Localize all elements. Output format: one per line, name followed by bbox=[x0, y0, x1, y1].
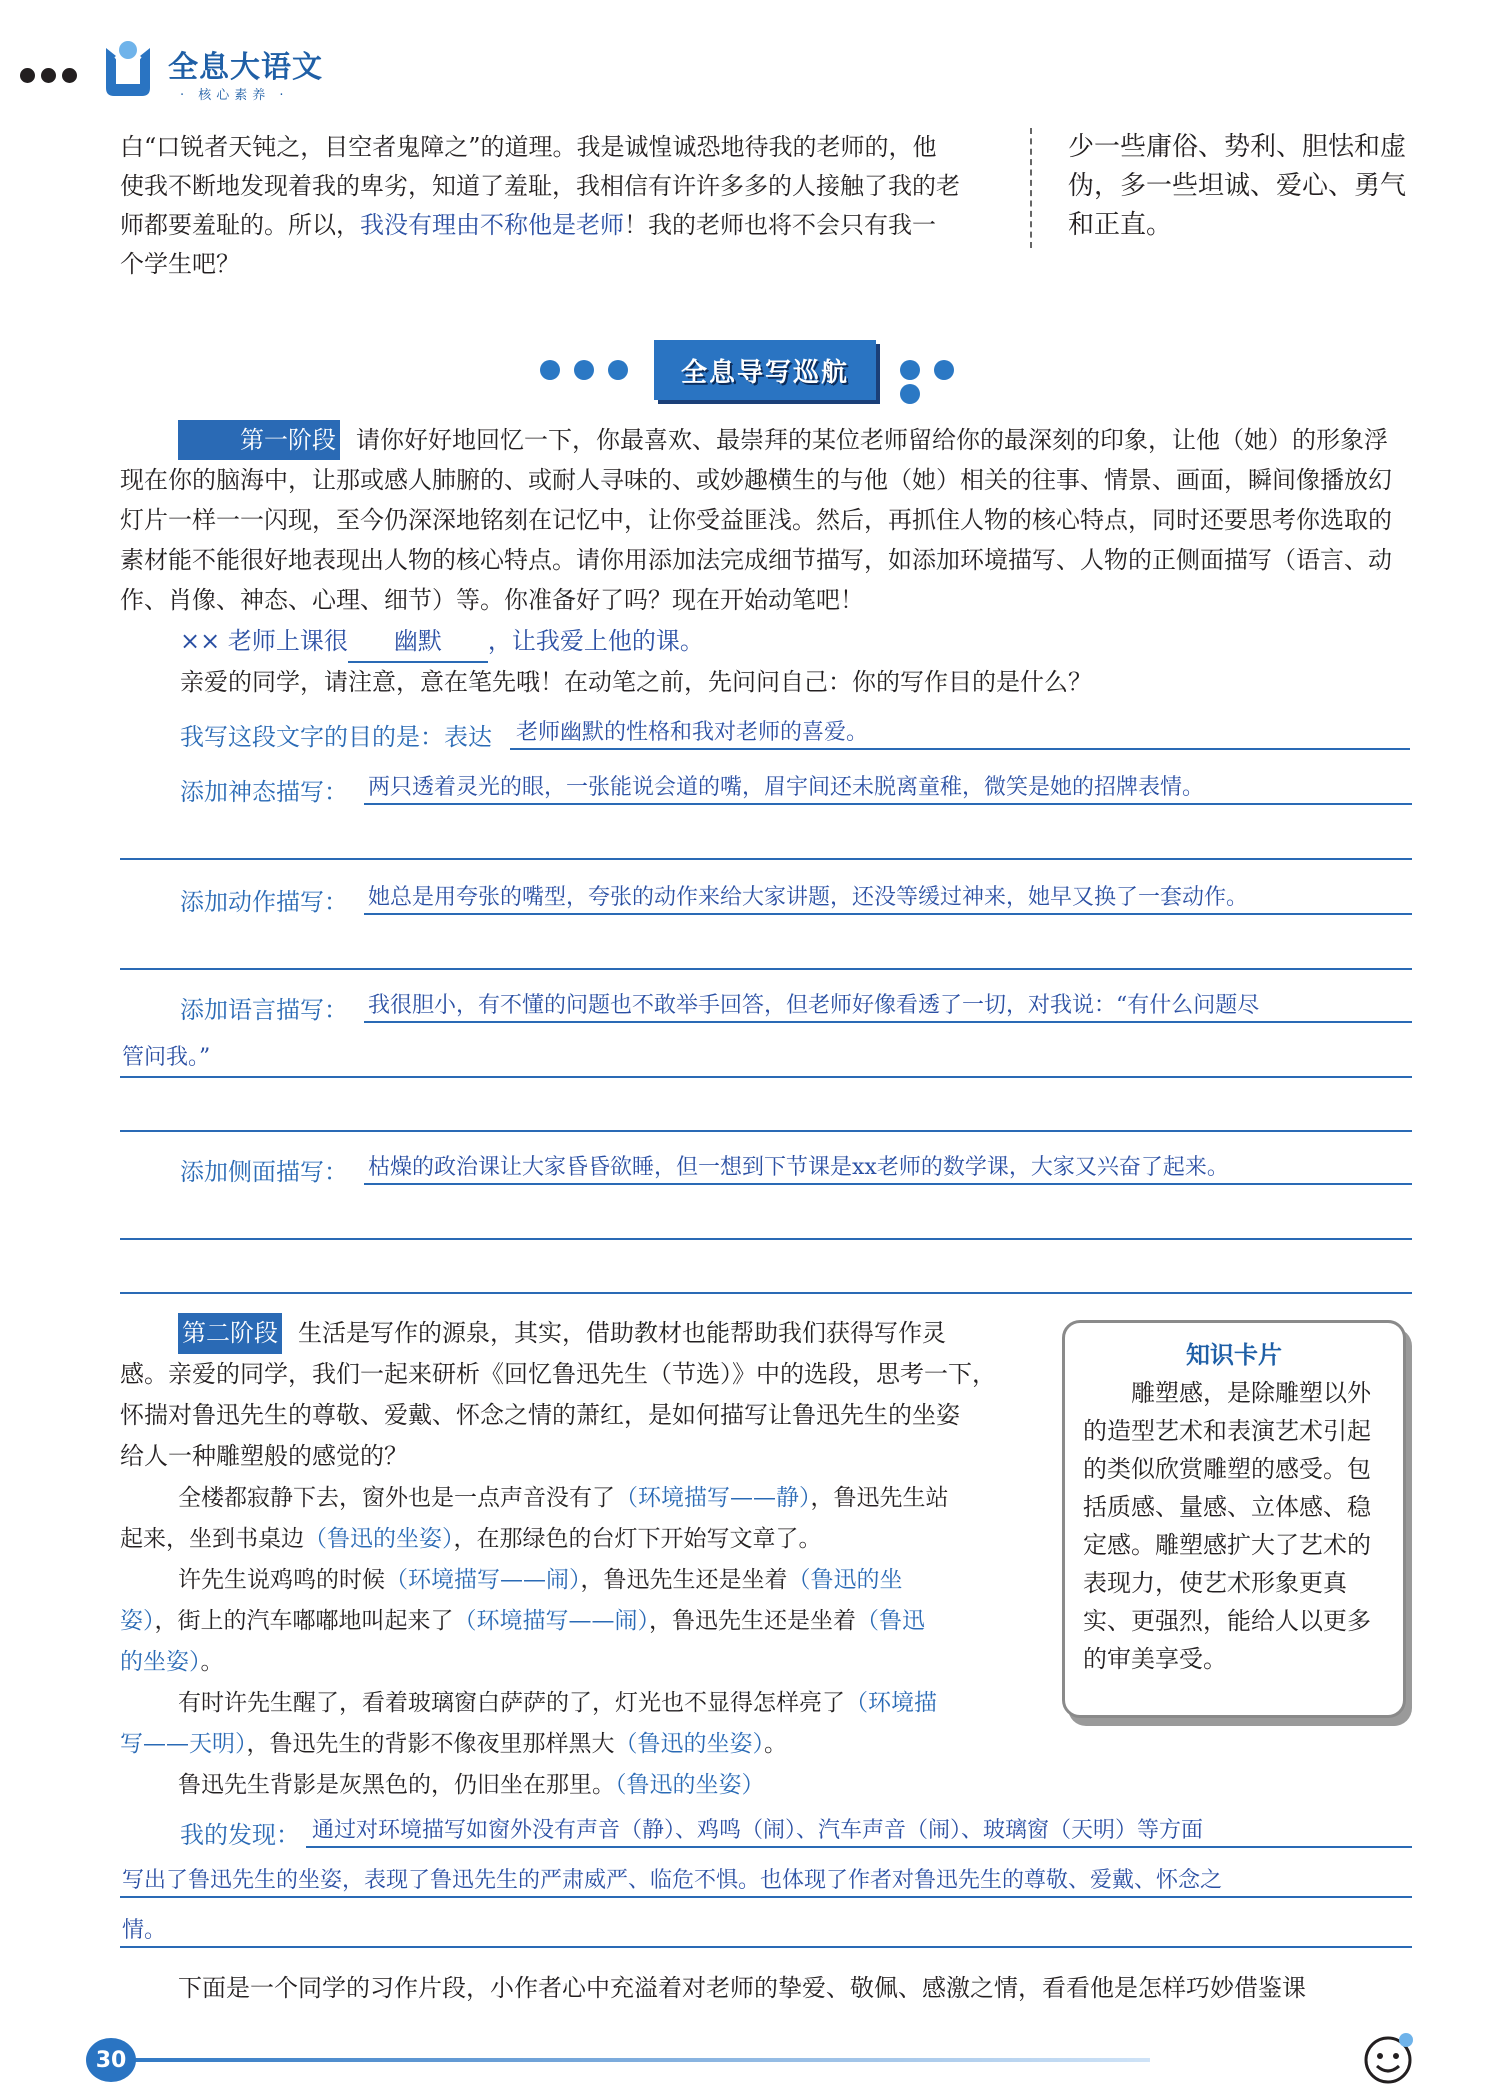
purpose-answer: 老师幽默的性格和我对老师的喜爱。 bbox=[516, 720, 869, 745]
brand-subtitle: · 核心素养 · bbox=[180, 88, 289, 103]
brand-title: 全息大语文 bbox=[168, 50, 323, 85]
purpose-label: 我写这段文字的目的是：表达 bbox=[180, 723, 492, 751]
side-note: 少一些庸俗、势利、胆怯和虚伪，多一些坦诚、爱心、勇气和正直。 bbox=[1068, 132, 1407, 240]
demeanor-answer: 两只透着灵光的眼，一张能说会道的嘴，眉宇间还未脱离童稚，微笑是她的招牌表情。 bbox=[368, 775, 1205, 800]
section-banner bbox=[540, 340, 1000, 400]
footer-bar bbox=[90, 2058, 1150, 2062]
banner-dots-left bbox=[540, 360, 642, 384]
finding-answer-end: 情。 bbox=[122, 1918, 167, 1943]
intro-line: 使我不断地发现着我的卑劣，知道了羞耻，我相信有许许多多的人接触了我的老 bbox=[120, 172, 960, 200]
finding-answer-cont: 写出了鲁迅先生的坐姿，表现了鲁迅先生的严肃威严、临危不惧。也体现了作者对鲁迅先生的尊敬、爱戴、怀念之 bbox=[122, 1868, 1223, 1893]
stage2-intro: 第二阶段 生活是写作的源泉，其实，借助教材也能帮助我们获得写作灵 感。亲爱的同学，我们一起来研析《回忆鲁迅先生（节选）》中的选段，思考一下， 怀揣对鲁迅先生的尊敬、爱戴、怀念之情的萧红，是如何描写让鲁迅先生的坐姿 给人一种雕塑般的感觉的？ bbox=[120, 1313, 1040, 1477]
knowledge-card bbox=[1062, 1320, 1406, 1718]
finding-answer: 通过对环境描写如窗外没有声音（静）、鸡鸣（闹）、汽车声音（闹）、玻璃窗（天明）等方面 bbox=[312, 1818, 1204, 1843]
banner-title-box bbox=[654, 340, 876, 400]
indirect-line-3 bbox=[120, 1292, 1412, 1294]
finding-line bbox=[306, 1846, 1412, 1848]
intro-line: 个学生吧？ bbox=[120, 250, 240, 278]
demeanor-line-2 bbox=[120, 858, 1412, 860]
stage1-prompt: 亲爱的同学，请注意，意在笔先哦！在动笔之前，先问问自己：你的写作目的是什么？ bbox=[180, 668, 1092, 696]
column-divider bbox=[1030, 128, 1032, 248]
stage1-text: 请你好好地回忆一下，你最喜欢、最崇拜的某位老师留给你的最深刻的印象，让他（她）的形象浮现在你的脑海中，让那或感人肺腑的、或耐人寻味的、或妙趣横生的与他（她）相关的往事、情景、画面，瞬间像播放幻灯片一样一一闪现，至今仍深深地铭刻在记忆中，让你受益匪浅。然后，再抓住人物的核心特点，同时还要思考你选取的素材能不能很好地表现出人物的核心特点。请你用添加法完成细节描写，如添加环境描写、人物的正侧面描写（语言、动作、肖像、神态、心理、细节）等。你准备好了吗？现在开始动笔吧！ bbox=[120, 426, 1392, 614]
indirect-label: 添加侧面描写： bbox=[180, 1158, 348, 1186]
speech-label: 添加语言描写： bbox=[180, 996, 348, 1024]
speech-answer: 我很胆小，有不懂的问题也不敢举手回答，但老师好像看透了一切，对我说：“有什么问题尽 bbox=[368, 993, 1260, 1018]
action-label: 添加动作描写： bbox=[180, 888, 348, 916]
brand-logo-icon bbox=[100, 38, 156, 98]
finding-label: 我的发现： bbox=[180, 1821, 300, 1849]
finding-line-2 bbox=[120, 1896, 1412, 1898]
example-fill-blank: 幽默 bbox=[348, 621, 488, 663]
speech-line-3 bbox=[120, 1130, 1412, 1132]
smiley-icon bbox=[1360, 2030, 1416, 2086]
speech-answer-cont: 管问我。” bbox=[122, 1045, 211, 1070]
speech-line bbox=[364, 1021, 1412, 1023]
closing-text: 下面是一个同学的习作片段，小作者心中充溢着对老师的挚爱、敬佩、感激之情，看看他是怎样巧妙借鉴课 bbox=[178, 1974, 1306, 2002]
demeanor-label: 添加神态描写： bbox=[180, 778, 348, 806]
card-title: 知识卡片 bbox=[1186, 1341, 1282, 1369]
banner-title: 全息导写巡航 bbox=[680, 357, 849, 388]
action-answer: 她总是用夸张的嘴型，夸张的动作来给大家讲题，还没等缓过神来，她早又换了一套动作。 bbox=[368, 885, 1249, 910]
stage1-instructions bbox=[120, 420, 1410, 620]
header-dots bbox=[20, 68, 83, 87]
finding-line-3 bbox=[120, 1946, 1412, 1948]
indirect-answer: 枯燥的政治课让大家昏昏欲睡，但一想到下节课是xx老师的数学课，大家又兴奋了起来。 bbox=[368, 1155, 1229, 1180]
indirect-line bbox=[364, 1183, 1412, 1185]
stage2-excerpt: 全楼都寂静下去，窗外也是一点声音没有了（环境描写——静），鲁迅先生站 起来，坐到书桌边（鲁迅的坐姿），在那绿色的台灯下开始写文章了。 许先生说鸡鸣的时候（环境描写——闹），鲁迅先生还是坐着（鲁迅的坐 姿），街上的汽车嘟嘟地叫起来了（环境描写——闹），鲁迅先生还是坐着（鲁迅 的坐姿）。 有时许先生醒了，看着玻璃窗白萨萨的了，灯光也不显得怎样亮了（环境描 写——天明），鲁迅先生的背影不像夜里那样黑大（鲁迅的坐姿）。 鲁迅先生背影是灰黑色的，仍旧坐在那里。（鲁迅的坐姿） bbox=[120, 1478, 1040, 1806]
intro-line: 师都要羞耻的。所以，我没有理由不称他是老师！我的老师也将不会只有我一 bbox=[120, 211, 936, 239]
excerpt-para-1: 全楼都寂静下去，窗外也是一点声音没有了（环境描写——静），鲁迅先生站 bbox=[178, 1485, 949, 1511]
excerpt-para-2: 许先生说鸡鸣的时候（环境描写——闹），鲁迅先生还是坐着（鲁迅的坐 bbox=[178, 1567, 903, 1593]
excerpt-para-3: 有时许先生醒了，看着玻璃窗白萨萨的了，灯光也不显得怎样亮了（环境描 bbox=[178, 1690, 937, 1716]
demeanor-line bbox=[364, 803, 1412, 805]
banner-dots-right bbox=[900, 360, 1000, 408]
indirect-line-2 bbox=[120, 1238, 1412, 1240]
stage1-example: ×× 老师上课很 幽默 ，让我爱上他的课。 bbox=[180, 621, 704, 663]
card-body: 雕塑感，是除雕塑以外的造型艺术和表演艺术引起的类似欣赏雕塑的感受。包括质感、量感、立体感、稳定感。雕塑感扩大了艺术的表现力，使艺术形象更真实、更强烈，能给人以更多的审美享受。 bbox=[1083, 1379, 1371, 1673]
purpose-line bbox=[510, 748, 1410, 750]
intro-line: 白“口锐者天钝之，目空者鬼障之”的道理。我是诚惶诚恐地待我的老师的，他 bbox=[120, 133, 937, 161]
stage1-tag: 第一阶段 bbox=[178, 420, 340, 460]
stage2-tag: 第二阶段 bbox=[178, 1313, 282, 1354]
page-footer bbox=[30, 2030, 1500, 2090]
excerpt-para-4: 鲁迅先生背影是灰黑色的，仍旧坐在那里。（鲁迅的坐姿） bbox=[178, 1772, 765, 1798]
action-line bbox=[364, 913, 1412, 915]
intro-passage bbox=[120, 128, 1000, 284]
page-number: 30 bbox=[86, 2038, 136, 2082]
page-header bbox=[20, 38, 400, 108]
highlighted-phrase: 我没有理由不称他是老师 bbox=[360, 211, 624, 239]
action-line-2 bbox=[120, 968, 1412, 970]
speech-line-2 bbox=[120, 1076, 1412, 1078]
